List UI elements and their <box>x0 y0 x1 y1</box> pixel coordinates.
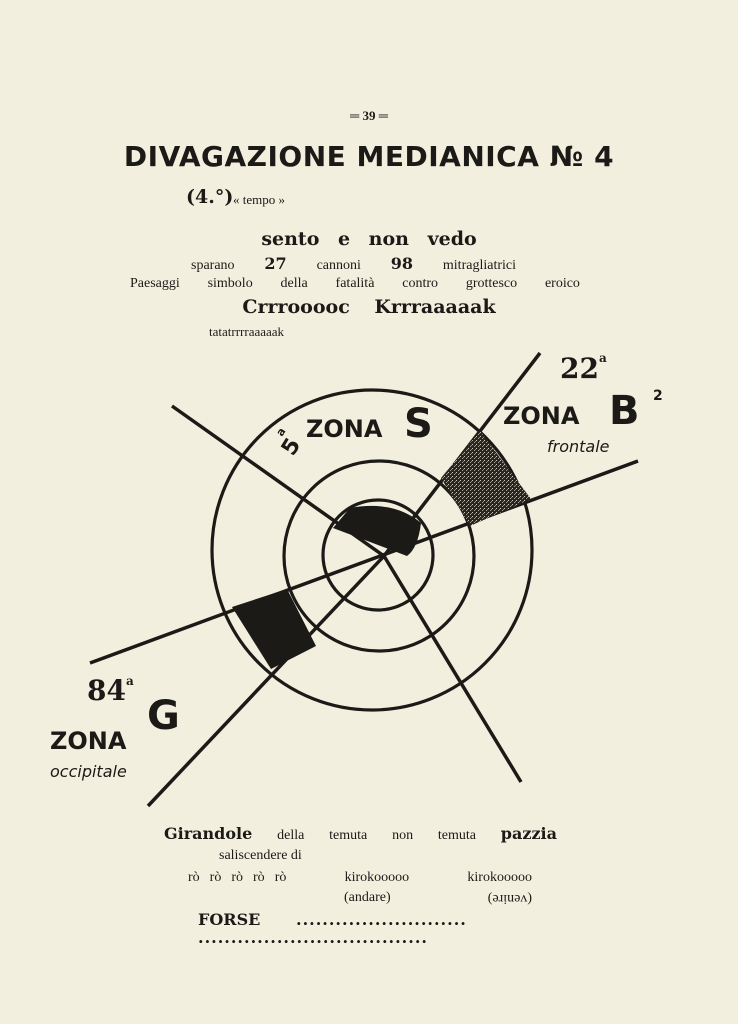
word-andare: (andare) <box>344 890 391 905</box>
zone-b-ordinal: a <box>599 351 607 365</box>
word: Paesaggi <box>130 276 180 291</box>
number-98: 98 <box>390 254 414 273</box>
inner-black-sector <box>333 506 421 556</box>
line-ro <box>188 870 532 886</box>
line-sento: sento e non vedo <box>261 228 477 250</box>
word-forse: FORSE <box>198 910 261 929</box>
word-ro: rò <box>253 870 265 885</box>
word: temuta <box>437 828 476 843</box>
word-cannoni: cannoni <box>316 258 361 273</box>
word-girandole: Girandole <box>164 824 253 843</box>
zone-b-zona: ZONA <box>503 402 580 430</box>
line-lower-right <box>384 556 521 782</box>
ro-group <box>188 870 286 886</box>
word-ro: rò <box>188 870 200 885</box>
line-girandole <box>164 824 557 844</box>
tempo-number: (4.°) <box>186 186 234 208</box>
page-title: DIVAGAZIONE MEDIANICA № 4 <box>123 140 615 173</box>
forse-dots: .......................... <box>296 910 467 929</box>
line-long-diagonal <box>90 461 638 663</box>
word-ro: rò <box>231 870 244 885</box>
word: grottesco <box>465 276 518 291</box>
word-sparano: sparano <box>191 258 235 273</box>
word-venire-upside-down: (venire) <box>487 891 532 906</box>
zone-s-ordinal: a <box>273 425 289 439</box>
page-number: ═ 39 ═ <box>350 108 388 123</box>
line-paesaggi <box>130 276 580 292</box>
word: contro <box>402 276 438 291</box>
line-saliscendere: saliscendere di <box>219 848 302 863</box>
zones-diagram <box>0 340 738 820</box>
line-tata: tatatrrrraaaaak <box>209 324 285 339</box>
line-crrr: Crrrooooc Krrraaaaak <box>242 296 496 318</box>
zone-g-ordinal: a <box>126 674 134 688</box>
frontal-grainy-sector <box>441 431 531 526</box>
word-mitragliatrici: mitragliatrici <box>442 258 516 273</box>
word-kiro-1: kirokooooo <box>344 870 410 885</box>
word: temuta <box>329 828 368 843</box>
zone-b-superscript: 2 <box>653 388 663 404</box>
zone-b-number: 22 <box>560 352 599 385</box>
word-pazzia: pazzia <box>500 824 557 843</box>
zone-g-letter: G <box>147 693 180 739</box>
word: eroico <box>544 276 580 291</box>
occipital-black-sector <box>232 589 316 669</box>
line-lower-left <box>148 556 384 806</box>
zone-g-label: occipitale <box>50 762 127 781</box>
number-27: 27 <box>264 254 287 273</box>
word: simbolo <box>207 276 253 291</box>
word: della <box>280 276 308 291</box>
dots-line: ................................... <box>198 928 428 947</box>
zone-b-letter: B <box>609 388 640 434</box>
zone-s-number: 5 <box>276 433 307 461</box>
word-ro: rò <box>274 870 287 885</box>
zone-g-zona: ZONA <box>50 727 127 755</box>
line-sparano <box>191 254 516 274</box>
word-ro: rò <box>209 870 222 885</box>
word: fatalità <box>335 276 375 291</box>
tempo-word: « tempo » <box>233 192 285 207</box>
zone-s-zona: ZONA <box>306 415 383 443</box>
word-kiro-2: kirokooooo <box>467 870 532 885</box>
word: della <box>277 828 305 843</box>
word: non <box>392 828 414 843</box>
zone-b-label: frontale <box>547 437 610 456</box>
zone-g-number: 84 <box>87 674 126 707</box>
zone-s-letter: S <box>404 401 433 447</box>
